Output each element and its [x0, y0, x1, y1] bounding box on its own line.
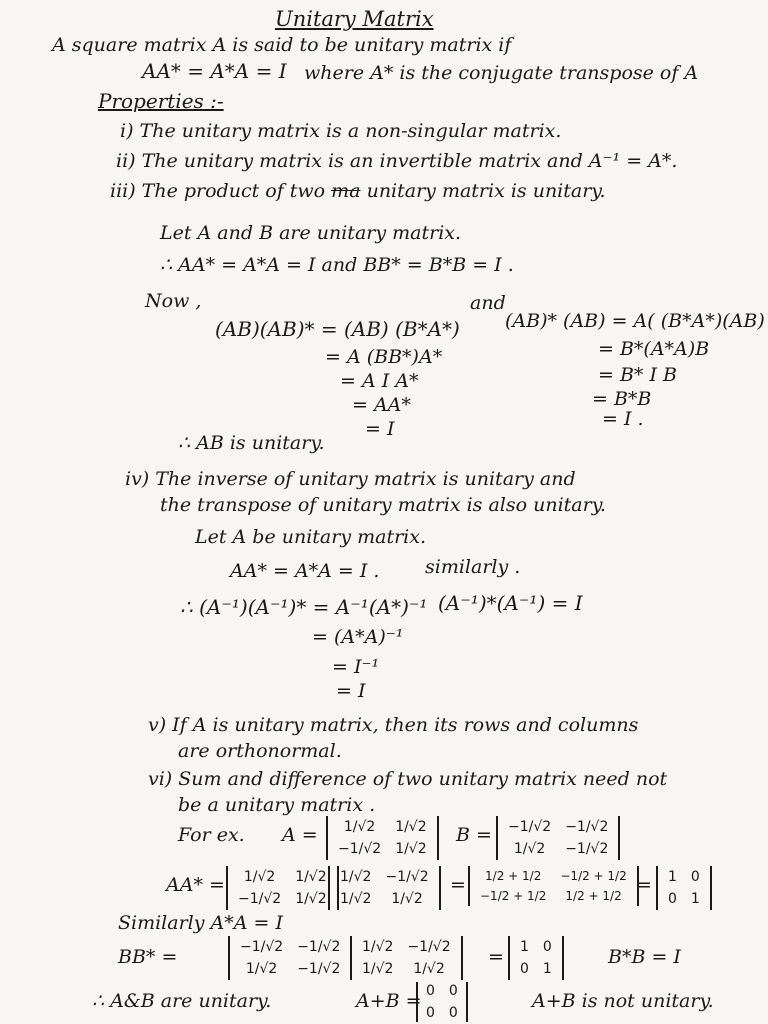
- matrix-cell: 1/2 + 1/2: [485, 869, 542, 883]
- definition-line-2: where A* is the conjugate transpose of A: [304, 62, 699, 84]
- matrix-cell: 0: [520, 961, 529, 977]
- matrix-cell: −1/√2: [565, 819, 609, 835]
- matrix-cell: −1/2 + 1/2: [480, 889, 547, 903]
- sum-matrix: [416, 982, 468, 1022]
- matrix-cell: 0: [426, 1005, 435, 1021]
- property-4-line-1: iv) The inverse of unitary matrix is unitary and: [125, 468, 576, 490]
- matrix-cell: 1/√2: [295, 869, 327, 885]
- proof3-let: Let A and B are unitary matrix.: [160, 222, 462, 244]
- matrix-cell: 1: [668, 869, 677, 885]
- definition-line-1: A square matrix A is said to be unitary matrix if: [52, 34, 512, 56]
- matrix-B: [496, 816, 620, 860]
- proof3-right-step-4: = B*B: [592, 388, 652, 410]
- property-5-line-1: v) If A is unitary matrix, then its rows and columns: [148, 714, 639, 736]
- matrix-cell: 1/√2: [395, 819, 427, 835]
- matrix-cell: 0: [542, 939, 552, 955]
- BstarB-eq: B*B = I: [608, 946, 681, 968]
- proof3-left-step-4: = AA*: [352, 394, 411, 416]
- proof3-conclusion: ∴ AB is unitary.: [178, 432, 325, 454]
- property-1: i) The unitary matrix is a non-singular matrix.: [120, 120, 562, 142]
- matrix-cell: −1/√2: [508, 819, 552, 835]
- matrix-cell: 1/√2: [513, 841, 546, 857]
- AAstar-matrix-3: [468, 866, 639, 906]
- matrix-cell: 0: [668, 891, 677, 907]
- matrix-cell: 1/√2: [243, 869, 276, 885]
- property-3-strikethrough: ma: [331, 180, 361, 202]
- AAstar-matrix-1: [226, 866, 339, 910]
- property-5-line-2: are orthonormal.: [178, 740, 342, 762]
- proof3-left-step-1: (AB)(AB)* = (AB) (B*A*): [215, 317, 460, 341]
- property-4-step-4: = I: [336, 680, 366, 702]
- properties-heading: Properties :-: [98, 89, 224, 113]
- proof3-left-step-5: = I: [365, 418, 395, 440]
- property-4-step-1: ∴ (A⁻¹)(A⁻¹)* = A⁻¹(A*)⁻¹: [180, 595, 428, 619]
- unitary-conclusion: ∴ A&B are unitary.: [92, 990, 272, 1012]
- matrix-cell: 1/2 + 1/2: [565, 889, 622, 903]
- equals-sign: =: [488, 946, 504, 968]
- similarly-AstarA: Similarly A*A = I: [118, 912, 283, 934]
- matrix-cell: 1/√2: [362, 961, 394, 977]
- matrix-cell: 1/√2: [362, 939, 394, 955]
- AAstar-label: AA* =: [166, 874, 225, 896]
- matrix-cell: 1/√2: [245, 961, 278, 977]
- proof3-right-step-3: = B* I B: [598, 364, 677, 386]
- matrix-cell: −1/√2: [385, 869, 429, 885]
- matrix-A-label: A =: [282, 824, 318, 846]
- matrix-cell: −1/√2: [238, 891, 282, 907]
- matrix-B-label: B =: [456, 824, 492, 846]
- property-4-line-2: the transpose of unitary matrix is also unitary.: [160, 494, 606, 516]
- matrix-cell: 1/√2: [340, 869, 372, 885]
- proof3-now: Now ,: [145, 290, 202, 312]
- sum-not-unitary: A+B is not unitary.: [532, 990, 714, 1012]
- property-6-line-2: be a unitary matrix .: [178, 794, 376, 816]
- property-4-similar-eq: (A⁻¹)*(A⁻¹) = I: [438, 591, 583, 615]
- matrix-cell: 0: [426, 983, 435, 999]
- property-3-text-b: unitary matrix is unitary.: [366, 180, 606, 202]
- matrix-cell: −1/√2: [240, 939, 284, 955]
- proof3-right-step-2: = B*(A*A)B: [598, 338, 710, 360]
- matrix-cell: 1/√2: [340, 891, 372, 907]
- matrix-cell: −1/2 + 1/2: [560, 869, 627, 883]
- matrix-cell: −1/√2: [407, 939, 451, 955]
- BBstar-matrix-1: [228, 936, 352, 980]
- property-4-step-2: = (A*A)⁻¹: [312, 626, 404, 648]
- matrix-A: [326, 816, 439, 860]
- property-3: [110, 180, 606, 202]
- matrix-cell: 0: [448, 1005, 458, 1021]
- BBstar-label: BB* =: [118, 946, 178, 968]
- BBstar-matrix-2: [350, 936, 463, 980]
- identity-matrix-2: [508, 936, 564, 980]
- matrix-cell: 0: [448, 983, 458, 999]
- sum-label: A+B =: [356, 990, 422, 1012]
- proof3-left-step-3: = A I A*: [340, 370, 419, 392]
- equals-sign: =: [636, 874, 652, 896]
- matrix-cell: 1/√2: [295, 891, 327, 907]
- property-3-text-a: iii) The product of two: [110, 180, 326, 202]
- property-4-step-3: = I⁻¹: [332, 656, 380, 678]
- proof3-and: and: [470, 292, 506, 314]
- identity-matrix: [656, 866, 712, 910]
- matrix-cell: −1/√2: [297, 961, 341, 977]
- proof3-right-step-1: (AB)* (AB) = A( (B*A*)(AB): [505, 310, 765, 332]
- matrix-cell: −1/√2: [297, 939, 341, 955]
- property-4-eq: AA* = A*A = I .: [230, 560, 380, 582]
- matrix-cell: 1: [542, 961, 552, 977]
- definition-equation: AA* = A*A = I: [142, 59, 287, 83]
- matrix-cell: 1: [520, 939, 529, 955]
- property-6-line-1: vi) Sum and difference of two unitary matrix need not: [148, 768, 668, 790]
- property-4-let: Let A be unitary matrix.: [195, 526, 427, 548]
- matrix-cell: 0: [690, 869, 700, 885]
- matrix-cell: 1/√2: [391, 891, 423, 907]
- matrix-cell: 1/√2: [343, 819, 376, 835]
- property-2: ii) The unitary matrix is an invertible matrix and A⁻¹ = A*.: [116, 150, 678, 172]
- AAstar-matrix-2: [328, 866, 441, 910]
- property-4-similarly: similarly .: [425, 556, 521, 578]
- proof3-left-step-2: = A (BB*)A*: [325, 346, 443, 368]
- matrix-cell: 1/√2: [413, 961, 445, 977]
- matrix-cell: 1/√2: [395, 841, 427, 857]
- matrix-cell: −1/√2: [565, 841, 609, 857]
- example-label: For ex.: [178, 824, 245, 846]
- matrix-cell: 1: [690, 891, 700, 907]
- proof3-therefore: ∴ AA* = A*A = I and BB* = B*B = I .: [160, 254, 514, 276]
- equals-sign: =: [450, 874, 466, 896]
- matrix-cell: −1/√2: [338, 841, 382, 857]
- page-title: Unitary Matrix: [275, 7, 434, 31]
- proof3-right-step-5: = I .: [602, 408, 644, 430]
